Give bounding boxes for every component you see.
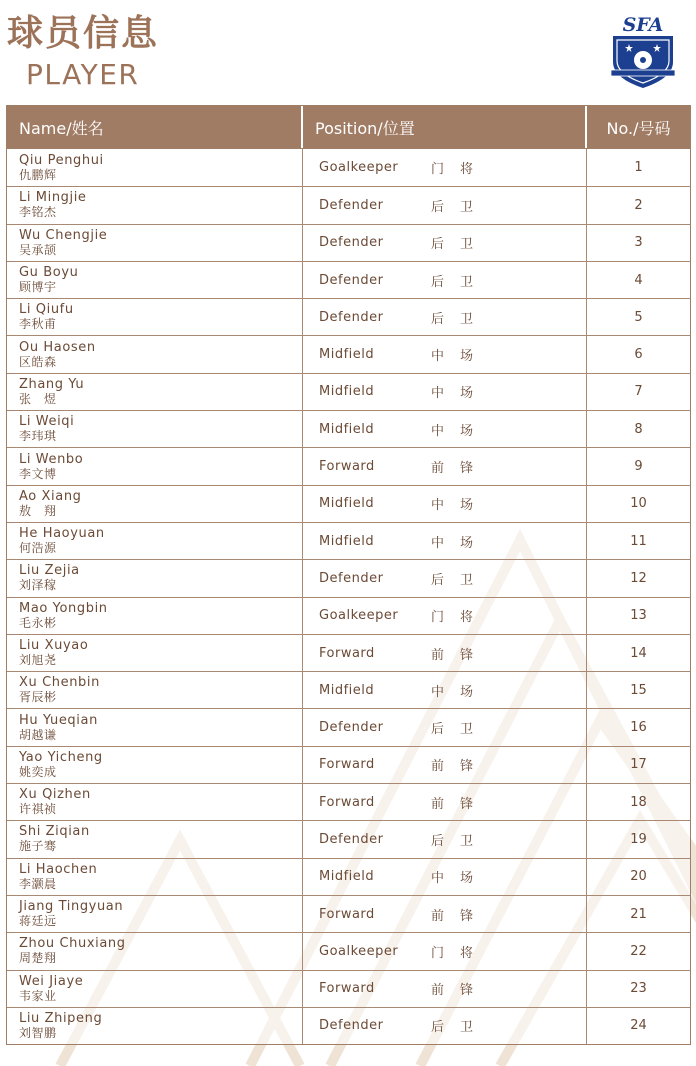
player-name-english: Xu Chenbin xyxy=(19,675,100,691)
player-number-cell: 21 xyxy=(630,906,647,922)
player-name-chinese: 顾博宇 xyxy=(19,280,57,295)
player-name-cell xyxy=(7,486,303,522)
page-title-english: PLAYER xyxy=(26,58,140,91)
player-name-chinese: 李灏晨 xyxy=(19,876,57,891)
player-position-cell xyxy=(303,896,587,932)
player-name-cell xyxy=(7,635,303,671)
player-number-cell: 20 xyxy=(630,869,647,885)
player-name-chinese: 刘旭尧 xyxy=(19,653,57,667)
player-number-cell: 16 xyxy=(630,720,647,736)
player-position-chinese: 前锋 xyxy=(431,908,490,924)
player-position-chinese: 前锋 xyxy=(431,759,490,775)
player-position-english: Forward xyxy=(319,981,375,997)
table-row xyxy=(7,335,690,372)
player-name-english: Xu Qizhen xyxy=(19,787,91,803)
player-name-cell xyxy=(7,747,303,783)
player-position-chinese: 后卫 xyxy=(431,1020,490,1036)
player-position-english: Midfield xyxy=(319,869,375,885)
player-position-cell xyxy=(303,187,587,223)
player-name-chinese: 吴承颉 xyxy=(19,242,57,257)
player-position-chinese: 前锋 xyxy=(431,647,490,663)
player-position-chinese: 门将 xyxy=(431,945,490,961)
player-number-cell: 3 xyxy=(634,235,643,251)
player-name-cell xyxy=(7,1008,303,1044)
player-position-chinese: 中场 xyxy=(431,349,490,365)
table-header xyxy=(7,106,690,149)
logo-text: SFA xyxy=(622,14,664,36)
player-name-chinese: 胥辰彬 xyxy=(19,690,57,705)
player-position-english: Midfield xyxy=(319,533,375,549)
player-position-chinese: 中场 xyxy=(431,386,490,402)
table-row xyxy=(7,224,690,261)
player-position-english: Midfield xyxy=(319,347,375,363)
player-position-english: Defender xyxy=(319,235,384,251)
table-row xyxy=(7,522,690,559)
player-name-chinese: 姚奕成 xyxy=(19,764,57,779)
player-position-cell xyxy=(303,299,587,335)
table-body xyxy=(7,149,690,1044)
player-name-cell xyxy=(7,149,303,186)
player-name-cell xyxy=(7,336,303,372)
player-name-chinese: 仇鹏辉 xyxy=(19,167,57,182)
player-number-cell: 9 xyxy=(634,459,643,475)
player-position-english: Midfield xyxy=(319,682,375,698)
player-position-chinese: 中场 xyxy=(431,871,490,887)
player-name-english: Li Weiqi xyxy=(19,414,75,430)
player-number-cell: 5 xyxy=(634,309,643,325)
player-position-english: Forward xyxy=(319,794,375,810)
player-name-english: Zhang Yu xyxy=(19,376,85,392)
table-row xyxy=(7,373,690,410)
player-number-cell: 7 xyxy=(634,384,643,400)
player-position-cell xyxy=(303,225,587,261)
player-position-cell xyxy=(303,411,587,447)
table-row xyxy=(7,671,690,708)
player-name-cell xyxy=(7,672,303,708)
player-number-cell: 11 xyxy=(630,533,647,549)
player-position-cell xyxy=(303,374,587,410)
player-name-english: Li Qiufu xyxy=(19,302,74,318)
player-name-english: Wei Jiaye xyxy=(19,973,84,989)
table-row xyxy=(7,708,690,745)
player-name-english: Shi Ziqian xyxy=(19,824,90,840)
player-name-cell xyxy=(7,709,303,745)
player-position-cell xyxy=(303,672,587,708)
player-position-cell xyxy=(303,560,587,596)
player-position-cell xyxy=(303,523,587,559)
player-position-cell xyxy=(303,859,587,895)
player-name-chinese: 许祺祯 xyxy=(19,802,57,817)
player-position-english: Forward xyxy=(319,757,375,773)
player-number-cell: 14 xyxy=(630,645,647,661)
player-name-cell xyxy=(7,933,303,969)
player-number-cell: 24 xyxy=(630,1018,647,1034)
player-position-chinese: 前锋 xyxy=(431,461,490,477)
player-number-cell: 19 xyxy=(630,831,647,847)
player-name-english: Wu Chengjie xyxy=(19,227,108,243)
player-position-english: Defender xyxy=(319,272,384,288)
player-number-cell: 22 xyxy=(630,943,647,959)
player-name-cell xyxy=(7,374,303,410)
player-name-chinese: 刘泽稼 xyxy=(19,578,57,593)
player-name-cell xyxy=(7,896,303,932)
player-position-english: Defender xyxy=(319,197,384,213)
player-position-english: Midfield xyxy=(319,421,375,437)
player-position-english: Forward xyxy=(319,906,375,922)
player-name-english: He Haoyuan xyxy=(19,526,105,542)
player-position-cell xyxy=(303,784,587,820)
player-name-chinese: 区皓森 xyxy=(19,354,57,369)
player-number-cell: 12 xyxy=(630,570,647,586)
player-position-chinese: 后卫 xyxy=(431,311,490,327)
player-position-chinese: 中场 xyxy=(431,684,490,700)
player-name-cell xyxy=(7,523,303,559)
player-number-cell: 10 xyxy=(630,496,647,512)
table-row xyxy=(7,820,690,857)
player-name-cell xyxy=(7,411,303,447)
player-table xyxy=(6,105,691,1045)
player-number-cell: 17 xyxy=(630,757,647,773)
player-position-cell xyxy=(303,336,587,372)
sfa-logo xyxy=(607,14,679,90)
player-name-cell xyxy=(7,598,303,634)
player-name-chinese: 李文博 xyxy=(19,466,57,481)
player-position-chinese: 前锋 xyxy=(431,983,490,999)
player-name-cell xyxy=(7,448,303,484)
table-row xyxy=(7,261,690,298)
player-position-chinese: 中场 xyxy=(431,423,490,439)
player-name-english: Liu Xuyao xyxy=(19,638,89,653)
player-number-cell: 2 xyxy=(634,197,643,213)
table-row xyxy=(7,597,690,634)
player-position-english: Defender xyxy=(319,720,384,736)
player-position-english: Midfield xyxy=(319,496,375,512)
table-row xyxy=(7,559,690,596)
page-title-chinese: 球员信息 xyxy=(7,13,160,54)
table-row xyxy=(7,895,690,932)
player-position-cell xyxy=(303,971,587,1007)
player-position-english: Goalkeeper xyxy=(319,943,399,959)
player-name-cell xyxy=(7,784,303,820)
player-name-english: Li Mingjie xyxy=(19,190,87,206)
player-name-english: Gu Boyu xyxy=(19,265,79,281)
player-position-cell xyxy=(303,598,587,634)
player-name-chinese: 施子骞 xyxy=(19,839,57,854)
player-name-english: Ao Xiang xyxy=(19,488,82,504)
player-position-chinese: 门将 xyxy=(431,162,490,178)
player-position-chinese: 后卫 xyxy=(431,274,490,290)
player-name-chinese: 韦家业 xyxy=(19,988,57,1003)
player-position-chinese: 中场 xyxy=(431,498,490,514)
player-name-chinese: 周楚翔 xyxy=(19,951,57,966)
player-position-english: Defender xyxy=(319,1018,384,1034)
table-row xyxy=(7,746,690,783)
table-row xyxy=(7,970,690,1007)
column-header-position: Position/位置 xyxy=(303,106,587,148)
table-row xyxy=(7,858,690,895)
player-position-chinese: 后卫 xyxy=(431,572,490,588)
column-header-name: Name/姓名 xyxy=(7,106,303,148)
player-position-english: Defender xyxy=(319,309,384,325)
player-name-cell xyxy=(7,560,303,596)
player-name-english: Li Haochen xyxy=(19,861,98,877)
table-row xyxy=(7,634,690,671)
table-row xyxy=(7,298,690,335)
player-position-cell xyxy=(303,821,587,857)
player-number-cell: 18 xyxy=(630,794,647,810)
player-position-cell xyxy=(303,486,587,522)
player-position-cell xyxy=(303,933,587,969)
player-position-cell xyxy=(303,709,587,745)
table-row xyxy=(7,149,690,186)
table-row xyxy=(7,783,690,820)
table-row xyxy=(7,932,690,969)
player-position-english: Goalkeeper xyxy=(319,608,399,624)
player-name-chinese: 敖 翔 xyxy=(19,503,57,518)
player-name-cell xyxy=(7,971,303,1007)
player-number-cell: 13 xyxy=(630,608,647,624)
column-header-number: No./号码 xyxy=(606,118,671,138)
player-position-chinese: 前锋 xyxy=(431,796,490,812)
player-position-chinese: 后卫 xyxy=(431,237,490,253)
player-position-chinese: 门将 xyxy=(431,610,490,626)
player-name-chinese: 何浩源 xyxy=(19,541,57,556)
player-number-cell: 4 xyxy=(634,272,643,288)
player-position-english: Defender xyxy=(319,831,384,847)
player-name-chinese: 蒋廷远 xyxy=(19,914,57,929)
player-name-chinese: 胡越谦 xyxy=(19,727,57,742)
player-name-chinese: 李玮琪 xyxy=(19,429,57,444)
player-position-cell xyxy=(303,448,587,484)
table-row xyxy=(7,485,690,522)
player-position-english: Defender xyxy=(319,570,384,586)
player-name-chinese: 毛永彬 xyxy=(19,615,57,630)
player-name-english: Li Wenbo xyxy=(19,451,84,467)
player-position-cell xyxy=(303,1008,587,1044)
table-row xyxy=(7,447,690,484)
player-name-cell xyxy=(7,262,303,298)
player-name-cell xyxy=(7,859,303,895)
player-number-cell: 23 xyxy=(630,981,647,997)
player-name-english: Hu Yueqian xyxy=(19,712,98,728)
player-name-english: Jiang Tingyuan xyxy=(19,899,124,915)
player-position-chinese: 后卫 xyxy=(431,722,490,738)
player-position-english: Forward xyxy=(319,459,375,475)
player-position-cell xyxy=(303,149,587,186)
player-name-english: Ou Haosen xyxy=(19,339,96,355)
player-name-english: Liu Zejia xyxy=(19,563,80,579)
player-position-cell xyxy=(303,747,587,783)
player-name-chinese: 李铭杰 xyxy=(19,205,57,220)
player-name-cell xyxy=(7,821,303,857)
player-name-english: Qiu Penghui xyxy=(19,152,104,168)
player-name-cell xyxy=(7,225,303,261)
player-position-english: Midfield xyxy=(319,384,375,400)
player-position-chinese: 中场 xyxy=(431,535,490,551)
player-position-chinese: 后卫 xyxy=(431,833,490,849)
player-name-cell xyxy=(7,299,303,335)
player-position-chinese: 后卫 xyxy=(431,199,490,215)
player-name-english: Liu Zhipeng xyxy=(19,1010,103,1026)
player-position-cell xyxy=(303,262,587,298)
player-name-chinese: 刘智鹏 xyxy=(19,1025,57,1040)
player-number-cell: 8 xyxy=(634,421,643,437)
player-name-chinese: 李秋甫 xyxy=(19,317,57,332)
player-name-chinese: 张 煜 xyxy=(19,391,57,406)
player-position-english: Forward xyxy=(319,645,375,661)
player-number-cell: 1 xyxy=(634,160,643,176)
table-row xyxy=(7,1007,690,1044)
player-name-english: Zhou Chuxiang xyxy=(19,936,126,952)
player-name-english: Mao Yongbin xyxy=(19,600,108,616)
table-row xyxy=(7,410,690,447)
player-number-cell: 15 xyxy=(630,682,647,698)
player-position-cell xyxy=(303,635,587,671)
table-row xyxy=(7,186,690,223)
player-position-english: Goalkeeper xyxy=(319,160,399,176)
player-number-cell: 6 xyxy=(634,347,643,363)
player-name-cell xyxy=(7,187,303,223)
player-name-english: Yao Yicheng xyxy=(19,749,103,765)
